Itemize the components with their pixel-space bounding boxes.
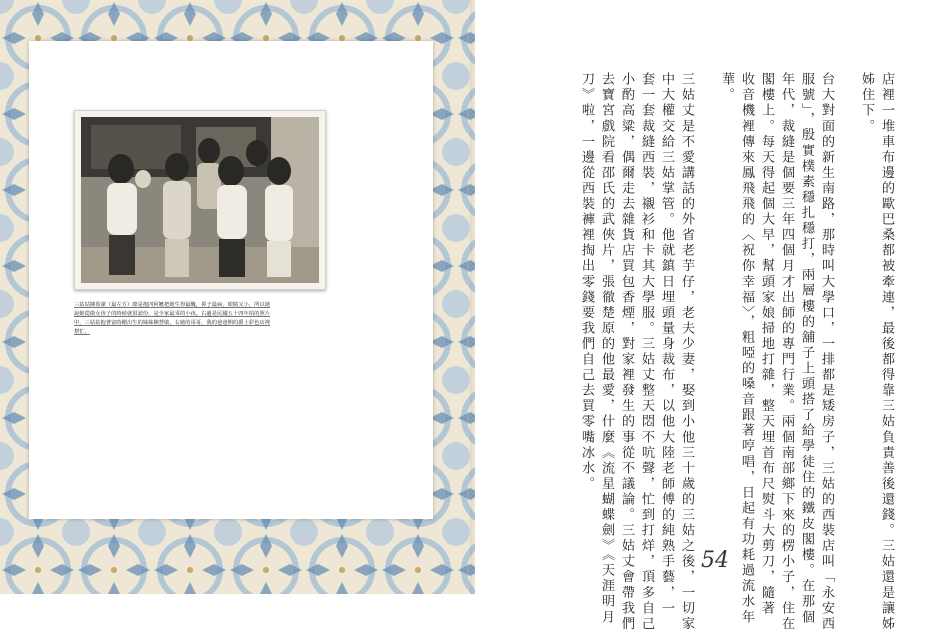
photo-icon [81,117,319,283]
photo-caption [74,301,324,337]
text-column: 服號」，殷實樸素穩扎穩打，兩層樓的舖子上頭搭了給學徒住的鐵皮閣樓。在那個 [799,72,814,626]
caption-line: 中，三姑姑抱著富時剛出生的姊姊陳慧敏，右她的哥哥，我的爸爸開的爵士彩色店裡 [74,320,270,326]
caption-line: 說她從做女孩子的時候就很認份，是全家最乖的小孩。右邊是民國五十四年拍的照片 [74,311,270,317]
text-column: 中大權交給三姑掌管。他就鎮日埋頭量身裁布，以他大陸老師傅的純熟手藝，一 [659,72,674,617]
text-column: 姊住下。 [859,72,874,135]
family-photo [74,110,326,290]
text-column: 小酌高粱，偶爾走去雜貨店買包香煙，對家裡發生的事從不議論。三姑丈會帶我們 [619,72,634,632]
text-column: 刀》啦，一邊從西裝褲裡掏出零錢要我們自己去買零嘴冰水。 [579,72,594,492]
text-column: 閣樓上。每天得起個大早，幫頭家娘掃地打雜，整天埋首布尺熨斗大剪刀，隨著 [759,72,774,617]
page-number: 54 [701,548,729,573]
text-column: 年代，裁縫是個要三年四個月才出師的專門行業。兩個南部鄉下來的楞小子，住在 [779,72,794,632]
text-column: 收音機裡傳來鳳飛飛的〈祝你幸福〉，粗啞的嗓音跟著哼唱，日起有功耗過流水年 [739,72,754,626]
text-column: 店裡一堆車布邊的歐巴桑都被牽連，最後都得靠三姑負責善後還錢。三姑還是讓姊 [879,72,894,632]
text-column: 台大對面的新生南路，那時叫大學口，一排都是矮房子，三姑的西裝店叫「永安西 [819,72,834,632]
text-column: 去寶宮戲院看邵氏的武俠片，張徹楚原的他最愛，什麼《流星蝴蝶劍》《天涯明月 [599,72,614,626]
left-page [0,0,475,594]
text-column: 套一套裁縫西裝，襯衫和卡其大學服。三姑丈整天悶不吭聲，忙到打烊，頂多自己 [639,72,654,632]
caption-line: 幫忙。 [74,329,90,335]
text-column: 華。 [719,72,734,104]
caption-line: 三姑姑陳盈潔（最左方）總是抱四阿嬤把她生得最醜，鼻子最扁，眼睛又小，所以她 [74,302,270,308]
text-column: 三姑丈是不愛講話的外省老芋仔，老夫少妻，娶到小他三十歲的三姑之後，一切家 [679,72,694,632]
